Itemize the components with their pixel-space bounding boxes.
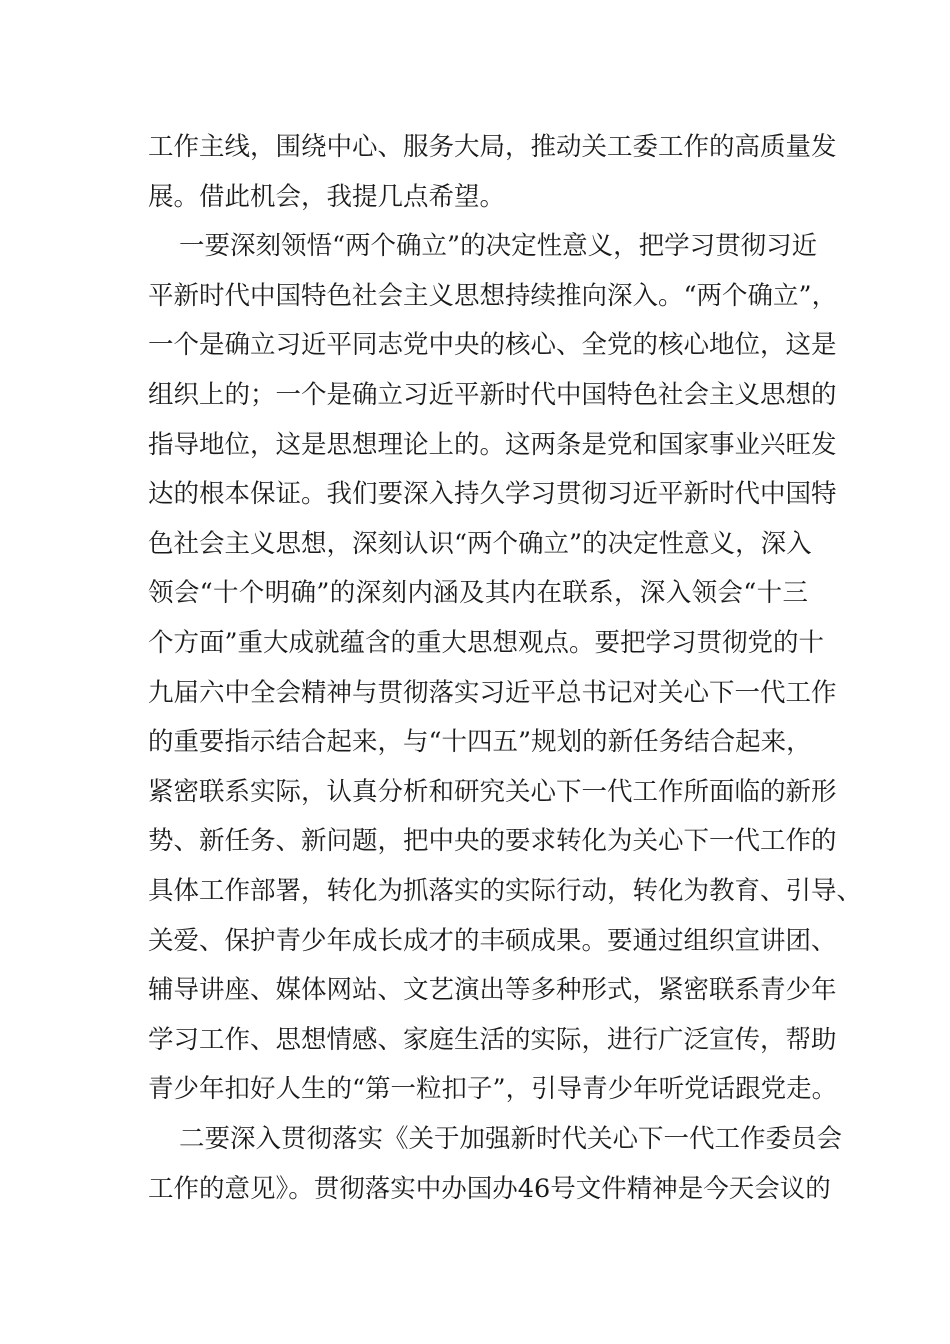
text-line: 二要深入贯彻落实《关于加强新时代关心下一代工作委员会	[179, 1124, 843, 1154]
text-line: 九届六中全会精神与贯彻落实习近平总书记对关心下一代工作	[148, 677, 837, 708]
text-line: 的重要指示结合起来，与“十四五”规划的新任务结合起来，	[148, 727, 812, 758]
text-line: 组织上的；一个是确立习近平新时代中国特色社会主义思想的	[148, 380, 837, 410]
text-line: 紧密联系实际，认真分析和研究关心下一代工作所面临的新形	[148, 776, 837, 807]
text-line: 领会“十个明确”的深刻内涵及其内在联系，深入领会“十三	[148, 578, 808, 609]
text-line: 平新时代中国特色社会主义思想持续推向深入。“两个确立”，	[148, 280, 838, 311]
text-line: 展。借此机会，我提几点希望。	[148, 181, 506, 212]
text-line: 指导地位，这是思想理论上的。这两条是党和国家事业兴旺发	[148, 429, 837, 460]
text-line: 关爱、保护青少年成长成才的丰硕成果。要通过组织宣讲团、	[148, 925, 837, 956]
text-line: 色社会主义思想，深刻认识“两个确立”的决定性意义，深入	[148, 528, 812, 559]
text-line: 达的根本保证。我们要深入持久学习贯彻习近平新时代中国特	[148, 479, 837, 510]
text-line: 青少年扣好人生的“第一粒扣子”，引导青少年听党话跟党走。	[148, 1074, 838, 1105]
text-line: 具体工作部署，转化为抓落实的实际行动，转化为教育、引导、	[148, 876, 863, 906]
text-line: 个方面”重大成就蕴含的重大思想观点。要把学习贯彻党的十	[148, 628, 825, 658]
text-line: 学习工作、思想情感、家庭生活的实际，进行广泛宣传，帮助	[148, 1024, 837, 1055]
text-line: 辅导讲座、媒体网站、文艺演出等多种形式，紧密联系青少年	[148, 975, 837, 1006]
text-line: 一要深刻领悟“两个确立”的决定性意义，把学习贯彻习近	[179, 231, 818, 262]
text-line: 势、新任务、新问题，把中央的要求转化为关心下一代工作的	[148, 826, 837, 857]
text-line: 工作的意见》。贯彻落实中办国办46号文件精神是今天会议的	[148, 1173, 831, 1204]
text-line: 工作主线，围绕中心、服务大局，推动关工委工作的高质量发	[148, 132, 837, 162]
text-line: 一个是确立习近平同志党中央的核心、全党的核心地位，这是	[148, 330, 837, 361]
